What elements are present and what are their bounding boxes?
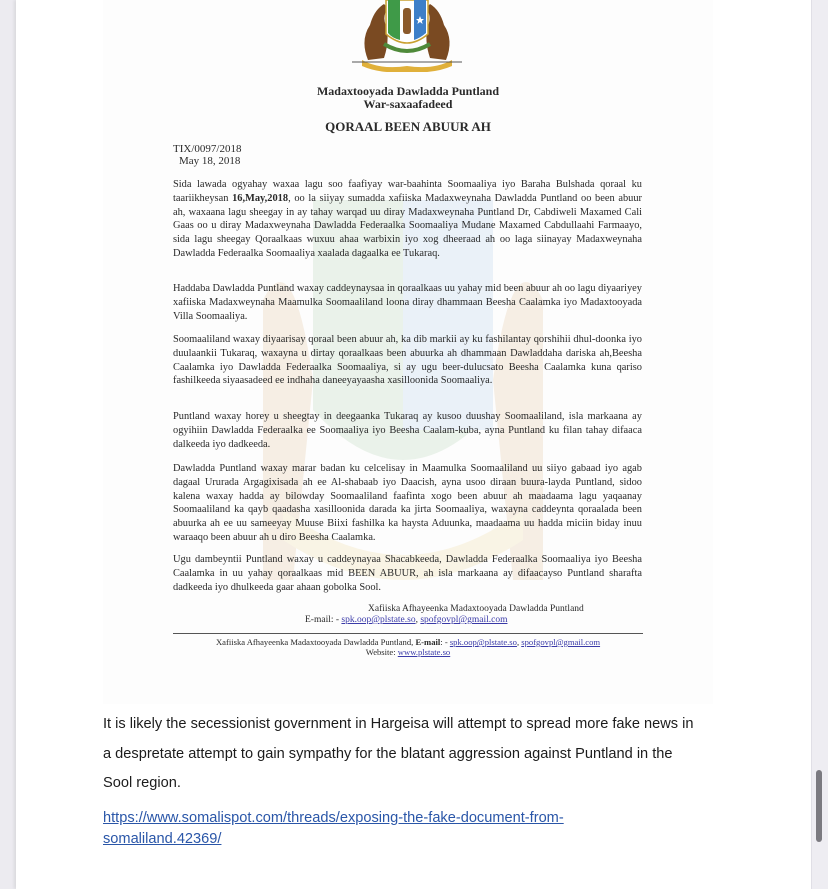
signature-separator: , [415, 615, 421, 625]
footer-email-2: spofgovpl@gmail.com [521, 637, 601, 647]
signature-office: Xafiiska Afhayeenka Madaxtooyada Dawladda Puntland [368, 604, 584, 614]
source-link[interactable]: https://www.somalispot.com/threads/exposing-the-fake-document-from-somaliland.42369/ [103, 810, 564, 847]
footer-office: Xafiiska Afhayeenka Madaxtooyada Dawladda Puntland, [215, 637, 416, 647]
paragraph-1-pre: Sida lawada ogyahay waxaa lagu soo faafiyay war-baahinta Soomaaliya iyo Baraha Bulshada qoraal ku taariikheysan [173, 179, 642, 204]
footer-separator: , [516, 637, 522, 647]
office-heading: Madaxtooyada Dawladda Puntland [316, 84, 500, 98]
press-release-image [103, 0, 713, 704]
scrollbar-thumb[interactable] [816, 770, 822, 842]
signature-email-label: E-mail: - [305, 615, 342, 625]
reference-number: TIX/0097/2018 [173, 143, 242, 155]
paragraph-4: Puntland waxay horey u sheegtay in deegaanka Tukaraq ay kusoo duushay Soomaaliland, isla markaana ay ogyihiin Dawladda Federaalka ee Soomaaliya iyo Beesha Caalam-kuba, ayna Puntland ku filan tahay difaaca dalkeeda iyo dadkeeda. [173, 411, 642, 450]
puntland-coat-of-arms-icon [340, 0, 474, 72]
paragraph-2: Haddaba Dawladda Puntland waxay caddeynaysaa in qoraalkaas uu yahay mid been abuur ah oo lagu diyaariyey xafiiska Madaxweynaha Maamulka Soomaaliland loona diray dhammaan Beesha Caalamka iyo Madaxtooyada Villa Soomaaliya. [173, 283, 642, 322]
signature-email-1: spk.oop@plstate.so [341, 615, 416, 625]
signature-email-2: spofgovpl@gmail.com [420, 615, 508, 625]
office-subtitle: War-saxaafadeed [363, 97, 453, 111]
footer-email-sep: : - [440, 637, 450, 647]
footer-email-label: E-mail [415, 637, 441, 647]
paragraph-1-post: , oo la siiyay sumadda xafiiska Madaxweynaha Dawladda Puntland oo been abuur ah, waxaana lagu sheegay in ay tahay warqad uu diray Madaxweynaha Puntland Dr, Cabdiweli Maxamed Cali Gaas oo u diray Madaxweynaha Dawladda Federaalka Soomaaliya Mudane Maxamed Cabdullaahi Farmaayo, sida lagu sheegay Qoraalkaas wuxuu ahaa warbixin iyo xog dheeraad ah oo laga siinayay Madaxweynaha Dawladda Federaalka Soomaaliya xaalada dagaalka ee Tukaraq. [173, 192, 642, 259]
footer-email-1: spk.oop@plstate.so [449, 637, 517, 647]
footer-divider [173, 633, 643, 634]
article-paragraph: It is likely the secessionist government in Hargeisa will attempt to spread more fake news in a despretate attempt to gain sympathy for the blatant aggression against Puntland in the Sool region. [103, 716, 694, 791]
footer-website: www.plstate.so [397, 647, 451, 657]
scrollbar-track[interactable] [811, 0, 828, 889]
paragraph-3: Soomaaliland waxay diyaarisay qoraal been abuur ah, ka dib markii ay ku fashilantay qorshihii dhul-doonka iyo duulaankii Tukaraq, waxayna u dirtay qoraalkaas been abuurka ah dhammaan Dawladdaha dariska ah,Beesha Caalamka iyo Dawladda Federaalka Soomaaliya, si ay ugu beer-dulucsato Beesha Caalamka kuna qariso fashilkeeda siyaasadeed ee indhaha daneeyayaasha xasilloonida Soomaaliya. [173, 334, 642, 387]
paragraph-5: Dawladda Puntland waxay marar badan ku celcelisay in Maamulka Soomaaliland uu siiyo gabaad iyo agab dagaal Ururada Argagixisada ah ee Al-shabaab iyo Daacish, ayna usoo diraan buura-layda Puntland, sidoo kalena waxay hadda ay bilowday Soomaaliland faafinta xogo been abuur ah maadaama lagu yaqaanay Soomaaliland ka qayb qaadasha xasilloonida darada ka jirta Soomaaliya, waxayna caddeynta qoraalada been abuurka ah ee uu sameeyay Muuse Biixi fashilka ka haysta Aduunka, maadaama uu hadda miciin biday inuu waraaqo been abuur ah u diro Beesha Caalamka. [173, 463, 642, 543]
reference-date: May 18, 2018 [179, 155, 241, 167]
paragraph-1 [173, 178, 642, 261]
footer-website-line [173, 647, 643, 658]
reference-block [173, 143, 241, 167]
paragraph-1-date: 16,May,2018 [232, 192, 289, 204]
document-title: QORAAL BEEN ABUUR AH [325, 119, 491, 134]
paragraph-6: Ugu dambeyntii Puntland waxay u caddeynayaa Shacabkeeda, Dawladda Federaalka Soomaaliya iyo Beesha Caalamka in uu yahay qoraalkaas mid BEEN ABUUR, ah isla markaana ay difaacayso Puntland sharafta dadkeeda iyo dhulkeeda gaar ahaan gobolka Sool. [173, 554, 642, 593]
footer-website-label: Website: [365, 647, 398, 657]
signature-email-line [305, 615, 507, 626]
